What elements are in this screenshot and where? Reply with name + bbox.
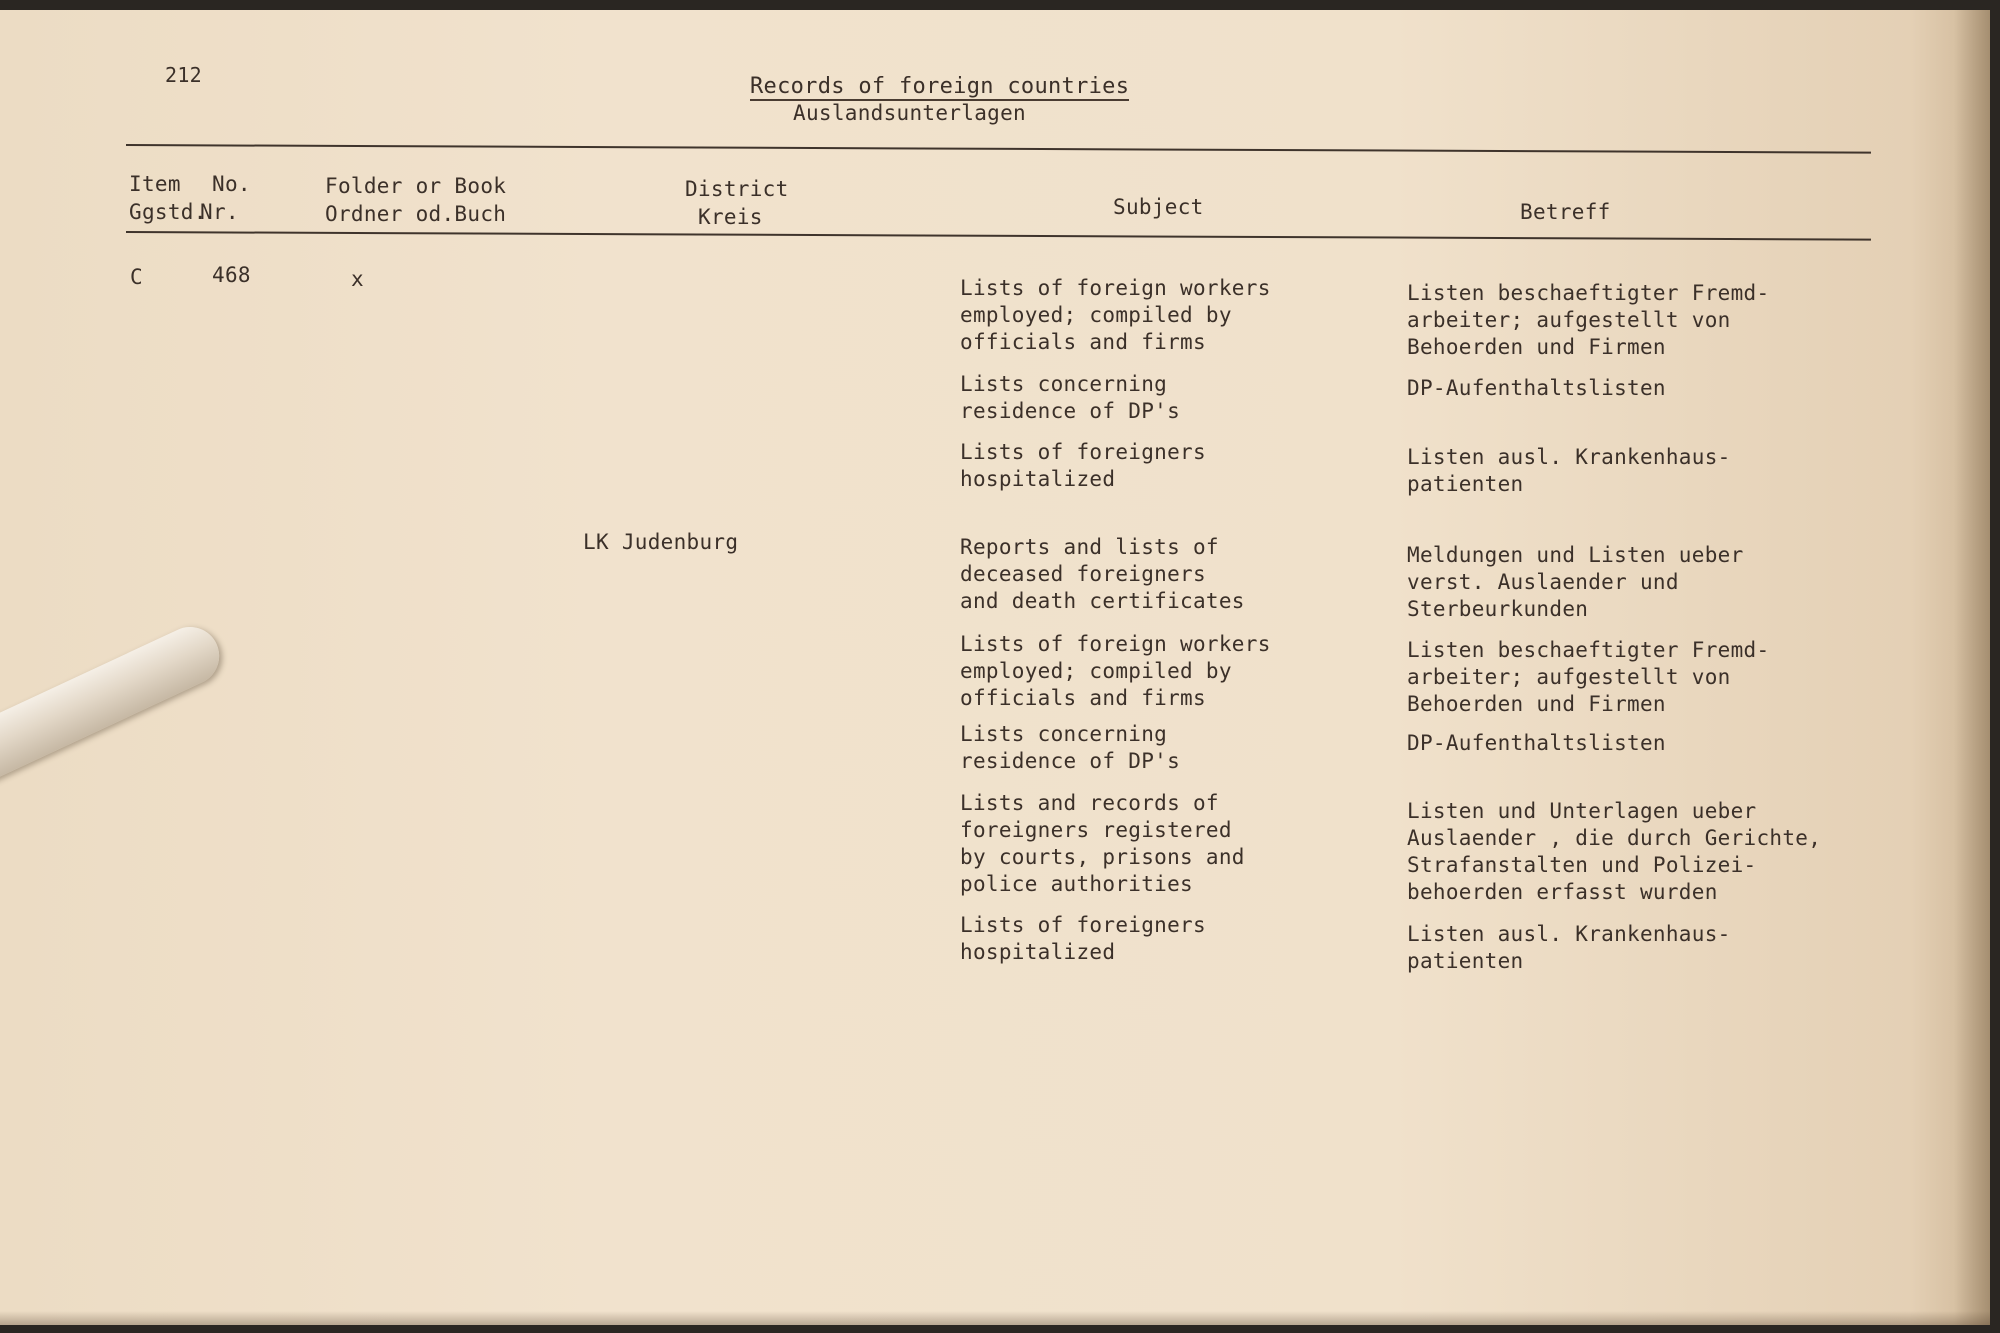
entry-subject: Lists concerning residence of DP's (960, 372, 1181, 423)
header-district: District (685, 177, 789, 201)
page-number: 212 (165, 63, 203, 87)
entry-betreff: Listen beschaeftigter Fremd- arbeiter; aufgestellt von Behoerden und Firmen (1407, 638, 1770, 716)
header-top-rule (126, 144, 1871, 154)
document-page (0, 10, 1990, 1325)
entry-betreff: Listen und Unterlagen ueber Auslaender , die durch Gerichte, Strafanstalten und Polizei- behoerden erfasst wurden (1407, 799, 1822, 904)
entry-betreff: DP-Aufenthaltslisten (1407, 376, 1666, 400)
entry-betreff: Listen ausl. Krankenhaus- patienten (1407, 445, 1731, 496)
page-bottom-shadow (0, 1311, 1990, 1325)
entry-subject: Lists of foreign workers employed; compiled by officials and firms (960, 632, 1271, 710)
page-edge-shadow (1954, 10, 1990, 1325)
header-folder-de: Ordner od.Buch (325, 202, 507, 226)
header-betreff: Betreff (1520, 200, 1611, 224)
header-folder: Folder or Book (325, 174, 507, 198)
entry-subject: Lists of foreigners hospitalized (960, 913, 1206, 964)
entry-betreff: Listen beschaeftigter Fremd- arbeiter; aufgestellt von Behoerden und Firmen (1407, 281, 1770, 359)
entry-betreff: Meldungen und Listen ueber verst. Auslaender und Sterbeurkunden (1407, 543, 1744, 621)
entry-subject: Lists of foreigners hospitalized (960, 440, 1206, 491)
header-item-de: Ggstd. (129, 200, 207, 224)
entry-subject: Lists concerning residence of DP's (960, 722, 1181, 773)
header-bottom-rule (126, 231, 1871, 241)
entry-betreff: DP-Aufenthaltslisten (1407, 731, 1666, 755)
header-item: Item (129, 172, 181, 196)
record-number: 468 (212, 263, 251, 287)
record-item: C (130, 265, 143, 289)
header-subject: Subject (1113, 195, 1204, 219)
page-title: Records of foreign countries (750, 74, 1130, 99)
header-no: No. (212, 172, 251, 196)
entry-subject: Lists and records of foreigners registered by courts, prisons and police authorities (960, 791, 1245, 896)
record-folder-mark: x (351, 267, 364, 291)
entry-betreff: Listen ausl. Krankenhaus- patienten (1407, 922, 1731, 973)
page-subtitle: Auslandsunterlagen (793, 101, 1026, 125)
header-district-de: Kreis (698, 205, 763, 229)
entry-subject: Reports and lists of deceased foreigners and death certificates (960, 535, 1245, 613)
district-name: LK Judenburg (583, 530, 739, 554)
entry-subject: Lists of foreign workers employed; compiled by officials and firms (960, 276, 1271, 354)
header-no-de: Nr. (200, 200, 239, 224)
